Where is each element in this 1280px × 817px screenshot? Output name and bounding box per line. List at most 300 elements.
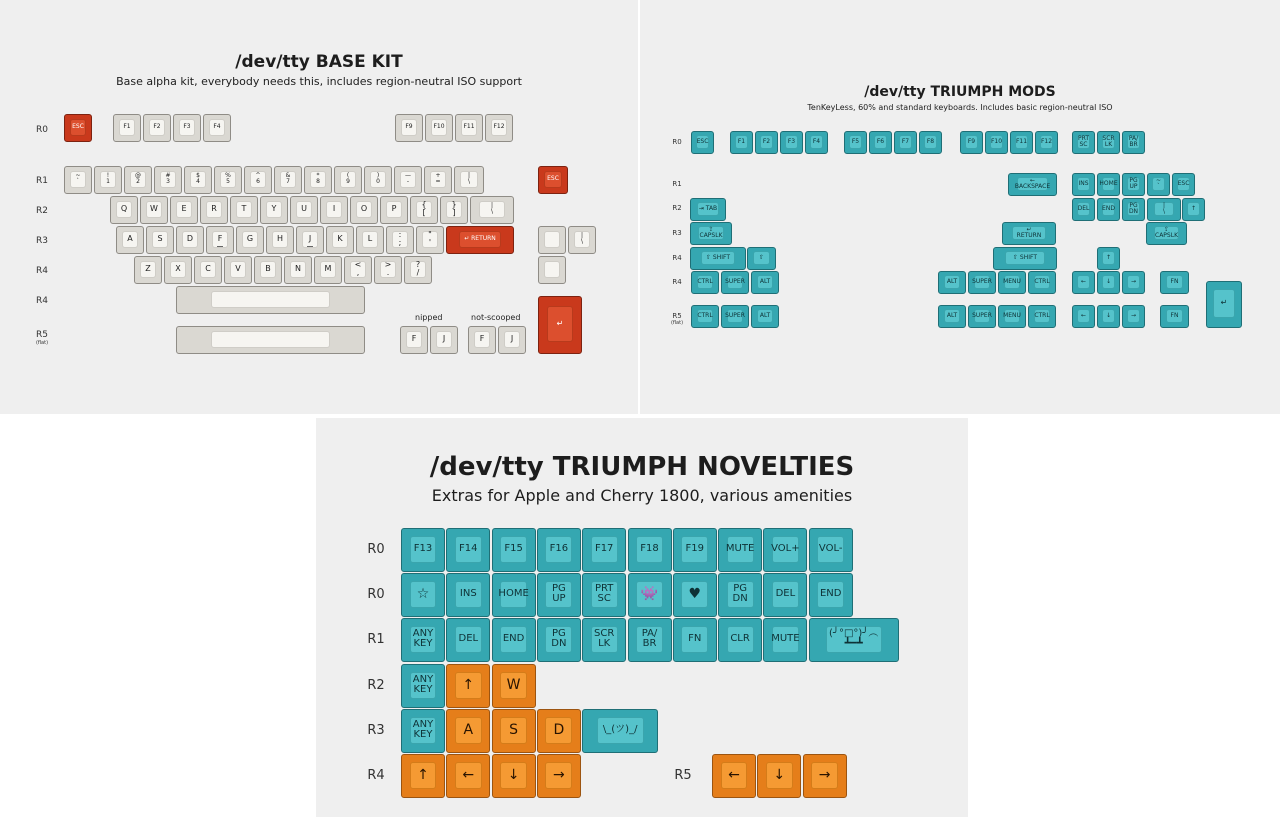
key-legend: ^ 6 xyxy=(250,171,267,188)
number-key xyxy=(214,166,242,194)
blank-key xyxy=(538,256,566,284)
key-legend: F11 xyxy=(461,119,478,136)
letter-key xyxy=(146,226,174,254)
key-legend: M xyxy=(320,261,337,278)
novelty-key xyxy=(718,528,762,572)
up-arrow-key xyxy=(446,664,490,708)
key-legend: ↓ xyxy=(500,762,527,789)
key-legend: VOL- xyxy=(817,536,844,563)
key-legend: ♥ xyxy=(681,581,708,608)
key-legend: ↵ RETURN xyxy=(459,231,501,248)
fn-key xyxy=(1160,271,1189,294)
key-legend: Z xyxy=(140,261,157,278)
key-legend: ESC xyxy=(696,135,709,148)
key-legend: F3 xyxy=(179,119,196,136)
nipped-f-key xyxy=(400,326,428,354)
letter-key xyxy=(380,196,408,224)
function-key xyxy=(869,131,892,154)
function-key xyxy=(755,131,778,154)
function-key xyxy=(1035,131,1058,154)
key-legend: & 7 xyxy=(280,171,297,188)
novelty-key xyxy=(673,528,717,572)
key-legend: L xyxy=(362,231,379,248)
not-scooped-label: not-scooped xyxy=(471,313,521,322)
letter-key xyxy=(194,256,222,284)
novelties-subtitle: Extras for Apple and Cherry 1800, various amenities xyxy=(431,486,853,505)
key-legend: $ 4 xyxy=(190,171,207,188)
function-key xyxy=(985,131,1008,154)
key-legend: " ' xyxy=(422,231,439,248)
key-legend: PG DN xyxy=(545,626,572,653)
key-legend: ← xyxy=(721,762,748,789)
key-legend xyxy=(544,231,561,248)
key-legend: ← BACKSPACE xyxy=(1014,176,1051,191)
key-legend: ALT xyxy=(944,309,961,322)
key-legend: { [ xyxy=(416,201,433,218)
arrow-key xyxy=(492,754,536,798)
row-label-text: R4 xyxy=(367,768,385,783)
row-label xyxy=(662,180,692,188)
key-legend: } ] xyxy=(446,201,463,218)
key-legend: ↵ RETURN xyxy=(1012,226,1045,239)
key-legend: | \ xyxy=(460,171,478,188)
tab-key xyxy=(690,198,726,221)
key-legend: F9 xyxy=(401,119,418,136)
key-legend: R xyxy=(206,201,223,218)
novelty-key xyxy=(446,618,490,662)
key-legend: ↑ xyxy=(410,762,437,789)
super-key xyxy=(721,271,749,294)
novelty-key xyxy=(492,573,536,617)
key-legend: ↑ xyxy=(1187,202,1200,215)
key-legend: ALT xyxy=(757,309,774,322)
ctrl-key xyxy=(691,271,719,294)
alt-key xyxy=(938,271,966,294)
key-legend: F12 xyxy=(491,119,508,136)
right-arrow-key xyxy=(1122,305,1145,328)
key-legend: CLR xyxy=(727,626,754,653)
up-arrow-key xyxy=(1097,247,1120,270)
row-label-text: R1 xyxy=(672,180,682,188)
key-legend: → xyxy=(545,762,572,789)
arrow-key xyxy=(401,754,445,798)
esc-key xyxy=(538,166,568,194)
row-label-text: R4 xyxy=(672,278,682,286)
row-label-text: R0 xyxy=(367,587,385,602)
super-key xyxy=(968,271,996,294)
key-legend: F17 xyxy=(591,536,618,563)
row-label-text: R0 xyxy=(36,125,48,135)
number-key xyxy=(184,166,212,194)
base-kit-title: /dev/tty BASE KIT xyxy=(235,52,403,72)
key-legend xyxy=(211,331,331,348)
letter-key xyxy=(320,196,348,224)
row-label-text: R3 xyxy=(36,236,48,246)
row-label xyxy=(361,587,391,602)
row-label xyxy=(27,330,57,346)
key-legend: 👾 xyxy=(636,581,663,608)
key-legend: F18 xyxy=(636,536,663,563)
row-label-text: R0 xyxy=(672,138,682,146)
key-legend: SUPER xyxy=(727,275,744,288)
letter-key xyxy=(404,256,432,284)
key-legend: @ 2 xyxy=(130,171,147,188)
key-legend: F6 xyxy=(874,135,887,148)
row-label xyxy=(27,206,57,216)
letter-key xyxy=(290,196,318,224)
key-legend: ? / xyxy=(410,261,427,278)
function-key xyxy=(1010,131,1033,154)
key-legend: | \ xyxy=(1154,202,1175,215)
key-legend: F7 xyxy=(899,135,912,148)
key-legend: PG DN xyxy=(1127,202,1140,215)
key-legend: D xyxy=(545,717,572,744)
novelty-key xyxy=(401,573,445,617)
key-legend: PA/ BR xyxy=(636,626,663,653)
novelty-key xyxy=(763,618,807,662)
mods-subtitle: TenKeyLess, 60% and standard keyboards. Includes basic region-neutral ISO xyxy=(807,103,1113,112)
homing-bump xyxy=(307,246,313,247)
letter-key xyxy=(260,196,288,224)
key-legend: A xyxy=(122,231,139,248)
key-legend: → xyxy=(811,762,838,789)
key-legend: ↵ xyxy=(1213,289,1235,318)
iso-enter-key xyxy=(538,296,582,354)
row-label xyxy=(662,204,692,212)
novelty-key xyxy=(763,528,807,572)
number-key xyxy=(244,166,272,194)
novelty-key xyxy=(673,618,717,662)
key-legend: F5 xyxy=(849,135,862,148)
key-legend: PA/ BR xyxy=(1127,135,1140,148)
key-legend: MENU xyxy=(1004,275,1021,288)
key-legend: CTRL xyxy=(697,275,714,288)
letter-key xyxy=(254,256,282,284)
key-legend: FN xyxy=(681,626,708,653)
letter-key xyxy=(440,196,468,224)
novelty-key xyxy=(446,573,490,617)
key-legend: : ; xyxy=(392,231,409,248)
anykey-key xyxy=(401,709,445,753)
key-legend: ⇧ SHIFT xyxy=(701,251,736,264)
wasd-key xyxy=(537,709,581,753)
novelty-key xyxy=(401,618,445,662)
mods-panel xyxy=(640,0,1280,414)
key-legend: ESC xyxy=(544,171,562,188)
novelty-key xyxy=(582,618,626,662)
capslock-stepped-key xyxy=(1146,222,1187,245)
key-legend: F10 xyxy=(431,119,448,136)
w-key xyxy=(492,664,536,708)
shift-small-key xyxy=(747,247,776,270)
letter-key xyxy=(200,196,228,224)
letter-key xyxy=(236,226,264,254)
row-label-r5 xyxy=(668,768,698,783)
key-legend: ANY KEY xyxy=(410,626,437,653)
novelty-key xyxy=(401,528,445,572)
key-legend: ESC xyxy=(70,119,87,136)
end-key xyxy=(1097,198,1120,221)
arrow-key xyxy=(803,754,847,798)
key-legend: S xyxy=(152,231,169,248)
function-key xyxy=(844,131,867,154)
row-label-text: R1 xyxy=(367,632,385,647)
key-legend: SCR LK xyxy=(1102,134,1115,149)
key-legend: VOL+ xyxy=(772,536,799,563)
row-label-text: R4 xyxy=(36,296,48,306)
key-legend: ) 0 xyxy=(370,171,387,188)
row-label-text: R4 xyxy=(672,254,682,262)
key-legend: ↵ xyxy=(547,306,574,342)
key-legend: ← xyxy=(1077,309,1090,322)
iso-enter-key xyxy=(1206,281,1242,328)
key-legend: ↓ xyxy=(1102,275,1115,288)
row-label-text: R1 xyxy=(36,176,48,186)
key-legend: DEL xyxy=(1077,202,1090,215)
letter-key xyxy=(170,196,198,224)
row-label-text: R0 xyxy=(367,542,385,557)
row-label xyxy=(662,138,692,146)
key-legend: > . xyxy=(380,261,397,278)
key-legend: PG DN xyxy=(727,581,754,608)
del-key xyxy=(1072,198,1095,221)
key-legend: ← xyxy=(1077,275,1090,288)
key-legend: W xyxy=(146,201,163,218)
row-label xyxy=(27,176,57,186)
key-legend: PG UP xyxy=(1127,177,1140,190)
key-legend: G xyxy=(242,231,259,248)
key-legend: INS xyxy=(1077,177,1090,190)
scrlk-key xyxy=(1097,131,1120,154)
key-legend: CTRL xyxy=(697,309,714,322)
key-legend: PRT SC xyxy=(1077,134,1089,149)
key-legend: HOME xyxy=(1102,177,1115,190)
blank-key xyxy=(538,226,566,254)
esc-key xyxy=(691,131,714,154)
backslash-key xyxy=(454,166,484,194)
novelty-key xyxy=(809,573,853,617)
key-legend: SUPER xyxy=(727,309,744,322)
novelty-key xyxy=(628,528,672,572)
novelty-key xyxy=(537,573,581,617)
key-legend: + = xyxy=(430,171,447,188)
key-legend: D xyxy=(182,231,199,248)
key-legend: P xyxy=(386,201,403,218)
key-legend: FN xyxy=(1166,309,1183,322)
row-label xyxy=(662,312,692,326)
key-legend: ⇧ xyxy=(753,251,770,264)
key-legend: ☆ xyxy=(410,581,437,608)
row-label xyxy=(361,723,391,738)
key-legend: ! 1 xyxy=(100,171,117,188)
row-label-text: R3 xyxy=(672,229,682,237)
letter-key xyxy=(164,256,192,284)
return-key xyxy=(1002,222,1056,245)
key-legend: ESC xyxy=(1177,177,1190,190)
key-legend: F11 xyxy=(1015,135,1028,148)
row-label xyxy=(662,254,692,262)
key-legend: F xyxy=(474,331,491,348)
key-legend: SUPER xyxy=(974,309,991,322)
ins-key xyxy=(1072,173,1095,196)
letter-key xyxy=(110,196,138,224)
key-legend: K xyxy=(332,231,349,248)
right-shift-key xyxy=(993,247,1057,270)
key-legend: → xyxy=(1127,309,1140,322)
novelty-key xyxy=(628,573,672,617)
key-legend: ( 9 xyxy=(340,171,357,188)
key-legend: ↑ xyxy=(455,672,482,699)
number-key xyxy=(274,166,302,194)
left-arrow-key xyxy=(1072,271,1095,294)
key-legend: ANY KEY xyxy=(410,717,437,744)
tilde-key xyxy=(1147,173,1170,196)
key-legend: ALT xyxy=(757,275,774,288)
pgup-key xyxy=(1122,173,1145,196)
key-legend: ← xyxy=(455,762,482,789)
key-legend: N xyxy=(290,261,307,278)
key-legend: J xyxy=(436,331,453,348)
row-label xyxy=(662,229,692,237)
key-legend: MENU xyxy=(1004,309,1021,322)
key-legend: END xyxy=(817,581,844,608)
key-legend: X xyxy=(170,261,187,278)
row-label-text: R2 xyxy=(672,204,682,212)
esc2-key xyxy=(1172,173,1195,196)
key-legend: F13 xyxy=(410,536,437,563)
key-legend: # 3 xyxy=(160,171,177,188)
key-legend: ANY KEY xyxy=(410,672,437,699)
key-legend: (╯°□°)╯︵ ┻━┻ xyxy=(826,626,882,653)
row-label-text: R2 xyxy=(367,678,385,693)
arrow-key xyxy=(446,754,490,798)
key-legend: FN xyxy=(1166,275,1183,288)
row-label xyxy=(361,632,391,647)
key-legend: I xyxy=(326,201,343,218)
super-key xyxy=(721,305,749,328)
capslock-key xyxy=(690,222,732,245)
esc-key xyxy=(64,114,92,142)
key-legend: * 8 xyxy=(310,171,327,188)
row-label-text: R5 xyxy=(674,768,692,783)
row-label-text: R2 xyxy=(36,206,48,216)
key-legend: F15 xyxy=(500,536,527,563)
right-arrow-key xyxy=(1122,271,1145,294)
letter-key xyxy=(266,226,294,254)
letter-key xyxy=(344,256,372,284)
key-legend: MUTE xyxy=(772,626,799,653)
key-legend: ⇥ TAB xyxy=(697,202,719,215)
key-legend: ~ ` xyxy=(1152,177,1165,190)
key-legend: — - xyxy=(400,171,417,188)
key-legend: Y xyxy=(266,201,283,218)
letter-key xyxy=(350,196,378,224)
key-legend: CTRL xyxy=(1034,309,1051,322)
fn-key xyxy=(1160,305,1189,328)
letter-key xyxy=(296,226,324,254)
flat-label: (flat) xyxy=(670,320,684,326)
base-kit-subtitle: Base alpha kit, everybody needs this, includes region-neutral ISO support xyxy=(116,75,522,88)
row-label xyxy=(662,278,692,286)
key-legend: F16 xyxy=(545,536,572,563)
ctrl-key xyxy=(1028,305,1056,328)
function-key xyxy=(780,131,803,154)
key-legend: A xyxy=(455,717,482,744)
key-legend: F8 xyxy=(924,135,937,148)
f9-key xyxy=(395,114,423,142)
base-kit-panel xyxy=(0,0,638,414)
letter-key xyxy=(134,256,162,284)
key-legend: F9 xyxy=(965,135,978,148)
key-legend: C xyxy=(200,261,217,278)
key-legend: < , xyxy=(350,261,367,278)
flat-label: (flat) xyxy=(35,340,49,346)
alt-key xyxy=(751,305,779,328)
f11-key xyxy=(455,114,483,142)
novelty-key xyxy=(673,573,717,617)
key-legend: F xyxy=(212,231,229,248)
number-key xyxy=(124,166,152,194)
letter-key xyxy=(140,196,168,224)
row-label-text: R5 xyxy=(672,312,682,320)
key-legend: F12 xyxy=(1040,135,1053,148)
f12-key xyxy=(485,114,513,142)
key-legend: J xyxy=(302,231,319,248)
backspace-key xyxy=(1008,173,1057,196)
novelty-key xyxy=(492,618,536,662)
key-legend: F1 xyxy=(735,135,748,148)
key-legend: F4 xyxy=(810,135,823,148)
key-legend: DEL xyxy=(455,626,482,653)
down-arrow-key xyxy=(1097,305,1120,328)
shrug-key xyxy=(582,709,658,753)
function-key xyxy=(894,131,917,154)
key-legend: F2 xyxy=(149,119,166,136)
novelty-key xyxy=(763,573,807,617)
key-legend: \_(ツ)_/ xyxy=(597,717,644,744)
ctrl-key xyxy=(1028,271,1056,294)
wasd-key xyxy=(492,709,536,753)
letter-key xyxy=(176,226,204,254)
function-key xyxy=(730,131,753,154)
key-legend: ⇪ CAPSLK xyxy=(699,225,723,240)
row-label xyxy=(361,768,391,783)
key-legend: ↑ xyxy=(1102,251,1115,264)
novelty-key xyxy=(809,528,853,572)
spacebar-key xyxy=(176,286,365,314)
letter-key xyxy=(356,226,384,254)
pipe-key xyxy=(1147,198,1181,221)
number-key xyxy=(394,166,422,194)
f10-key xyxy=(425,114,453,142)
row-label xyxy=(27,125,57,135)
menu-key xyxy=(998,271,1026,294)
key-legend: U xyxy=(296,201,313,218)
key-legend: F1 xyxy=(119,119,136,136)
key-legend: INS xyxy=(455,581,482,608)
f2-key xyxy=(143,114,171,142)
key-legend: DEL xyxy=(772,581,799,608)
function-key xyxy=(805,131,828,154)
letter-key xyxy=(410,196,438,224)
key-legend: T xyxy=(236,201,253,218)
key-legend: ~ ` xyxy=(70,171,87,188)
key-legend: HOME xyxy=(500,581,527,608)
key-legend: H xyxy=(272,231,289,248)
key-legend: END xyxy=(1102,202,1115,215)
function-key xyxy=(960,131,983,154)
key-legend: PRT SC xyxy=(591,581,618,608)
